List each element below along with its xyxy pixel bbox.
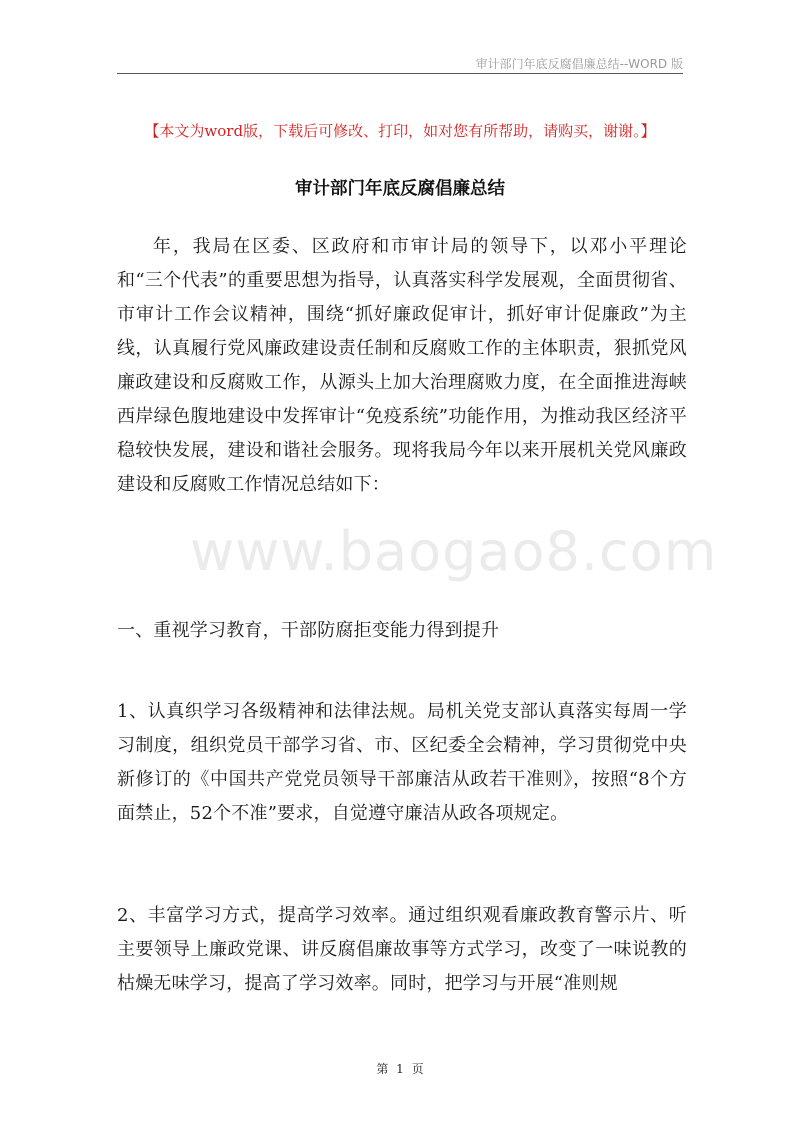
page-number: 1 (396, 1062, 404, 1076)
header-divider (117, 73, 683, 74)
page-footer (0, 1060, 800, 1077)
footer-suffix: 页 (411, 1062, 424, 1076)
intro-paragraph: 年，我局在区委、区政府和市审计局的领导下，以邓小平理论和“三个代表”的重要思想为指导，认真落实科学发展观，全面贯彻省、市审计工作会议精神，围绕“抓好廉政促审计，抓好审计促廉政”为主线，认真履行党风廉政建设责任制和反腐败工作的主体职责，狠抓党风廉政建设和反腐败工作，从源头上加大治理腐败力度，在全面推进海峡西岸绿色腹地建设中发挥审计“免疫系统”功能作用，为推动我区经济平稳较快发展，建设和谐社会服务。现将我局今年以来开展机关党风廉政建设和反腐败工作情况总结如下： (117, 236, 687, 495)
watermark: www.baogao8.com (190, 520, 718, 583)
document-title: 审计部门年底反腐倡廉总结 (295, 179, 505, 199)
section-heading: 一、重视学习教育，干部防腐拒变能力得到提升 (117, 620, 500, 641)
footer-prefix: 第 (376, 1062, 389, 1076)
body-paragraph-1: 1、认真织学习各级精神和法律法规。局机关党支部认真落实每周一学习制度，组织党员干部学习省、市、区纪委全会精神，学习贯彻党中央新修订的《中国共产党党员领导干部廉洁从政若干准则》，按照“8个方面禁止，52个不准”要求，自觉遵守廉洁从政各项规定。 (117, 701, 687, 824)
purchase-notice: 【本文为word版，下载后可修改、打印，如对您有所帮助，请购买，谢谢。】 (144, 122, 656, 140)
running-header: 审计部门年底反腐倡廉总结--WORD 版 (475, 57, 683, 71)
body-paragraph-2: 2、丰富学习方式，提高学习效率。通过组织观看廉政教育警示片、听主要领导上廉政党课、讲反腐倡廉故事等方式学习，改变了一味说教的枯燥无味学习，提高了学习效率。同时，把学习与开展“准则规 (117, 905, 687, 994)
